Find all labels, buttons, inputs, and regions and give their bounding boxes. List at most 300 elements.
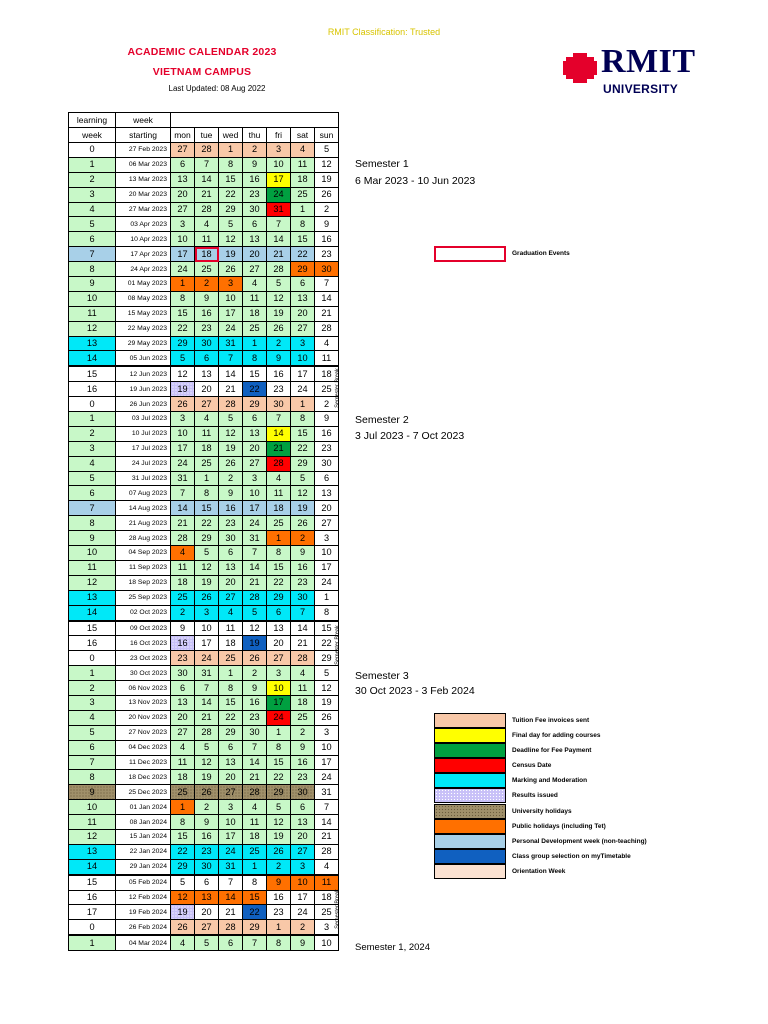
day-cell-wed: 14 <box>219 890 243 905</box>
day-cell-tue: 20 <box>195 905 219 920</box>
day-cell-fri: 3 <box>267 143 291 158</box>
day-cell-sun: 14 <box>315 815 339 830</box>
day-cell-sat: 24 <box>291 905 315 920</box>
day-cell-sun: 28 <box>315 844 339 859</box>
day-cell-sun: 20 <box>315 501 339 516</box>
learning-week-cell: 12 <box>69 829 116 844</box>
day-cell-sat: 3 <box>291 859 315 874</box>
day-cell-sun: 16 <box>315 426 339 441</box>
week-starting-cell: 02 Oct 2023 <box>116 605 171 620</box>
day-cell-sun: 11 <box>315 875 339 890</box>
day-cell-wed: 7 <box>219 875 243 890</box>
learning-week-cell: 9 <box>69 531 116 546</box>
learning-week-cell: 4 <box>69 710 116 725</box>
week-starting-cell: 30 Oct 2023 <box>116 666 171 681</box>
week-row <box>69 546 339 561</box>
semester-2-name: Semester 2 <box>355 414 409 426</box>
semester-break-label: Semester Break <box>334 625 341 665</box>
day-cell-thu: 8 <box>243 875 267 890</box>
week-starting-cell: 26 Jun 2023 <box>116 397 171 412</box>
day-cell-wed: 11 <box>219 621 243 636</box>
day-cell-fri: 3 <box>267 666 291 681</box>
learning-week-cell: 4 <box>69 456 116 471</box>
day-cell-fri: 11 <box>267 486 291 501</box>
day-cell-fri: 30 <box>267 397 291 412</box>
learning-week-cell: 17 <box>69 905 116 920</box>
day-cell-thu: 11 <box>243 291 267 306</box>
day-cell-fri: 8 <box>267 740 291 755</box>
day-cell-thu: 27 <box>243 456 267 471</box>
day-cell-tue: 11 <box>195 232 219 247</box>
legend-swatch <box>434 773 506 788</box>
day-cell-wed: 21 <box>219 905 243 920</box>
day-cell-sun: 25 <box>315 905 339 920</box>
day-cell-thu: 2 <box>243 143 267 158</box>
learning-week-cell: 11 <box>69 306 116 321</box>
learning-week-cell: 6 <box>69 232 116 247</box>
learning-week-cell: 1 <box>69 157 116 172</box>
day-cell-sat: 10 <box>291 875 315 890</box>
day-cell-mon: 27 <box>171 725 195 740</box>
day-cell-sat: 5 <box>291 471 315 486</box>
day-cell-fri: 1 <box>267 725 291 740</box>
day-cell-sat: 1 <box>291 397 315 412</box>
day-cell-sun: 13 <box>315 486 339 501</box>
graduation-swatch <box>434 246 506 262</box>
day-cell-mon: 11 <box>171 755 195 770</box>
calendar-title: ACADEMIC CALENDAR 2023 <box>127 46 277 58</box>
day-cell-thu: 11 <box>243 815 267 830</box>
day-cell-thu: 16 <box>243 172 267 187</box>
week-row <box>69 441 339 456</box>
day-cell-sun: 30 <box>315 262 339 277</box>
day-cell-wed: 28 <box>219 920 243 935</box>
day-cell-tue: 9 <box>195 291 219 306</box>
day-cell-mon: 20 <box>171 710 195 725</box>
day-cell-sun: 2 <box>315 397 339 412</box>
day-cell-wed: 24 <box>219 321 243 336</box>
day-cell-sat: 2 <box>291 531 315 546</box>
day-cell-sun: 9 <box>315 412 339 427</box>
week-row <box>69 382 339 397</box>
week-row <box>69 710 339 725</box>
week-starting-cell: 18 Dec 2023 <box>116 770 171 785</box>
day-cell-tue: 28 <box>195 143 219 158</box>
week-starting-cell: 19 Jun 2023 <box>116 382 171 397</box>
day-cell-sat: 4 <box>291 666 315 681</box>
day-cell-mon: 1 <box>171 800 195 815</box>
day-cell-sun: 19 <box>315 695 339 710</box>
day-cell-fri: 8 <box>267 935 291 950</box>
day-cell-sat: 15 <box>291 426 315 441</box>
day-cell-sat: 2 <box>291 725 315 740</box>
day-cell-tue: 30 <box>195 336 219 351</box>
day-cell-sun: 30 <box>315 456 339 471</box>
day-cell-wed: 29 <box>219 202 243 217</box>
day-cell-fri: 13 <box>267 621 291 636</box>
day-cell-tue: 22 <box>195 516 219 531</box>
day-cell-mon: 21 <box>171 516 195 531</box>
learning-week-cell: 10 <box>69 800 116 815</box>
day-cell-sat: 6 <box>291 277 315 292</box>
day-cell-mon: 17 <box>171 247 195 262</box>
campus-title: VIETNAM CAMPUS <box>152 66 252 78</box>
day-cell-thu: 14 <box>243 560 267 575</box>
day-cell-sun: 8 <box>315 605 339 620</box>
learning-week-cell: 13 <box>69 336 116 351</box>
day-cell-mon: 8 <box>171 815 195 830</box>
day-cell-thu: 1 <box>243 336 267 351</box>
day-cell-fri: 2 <box>267 336 291 351</box>
day-cell-mon: 25 <box>171 590 195 605</box>
day-cell-mon: 10 <box>171 232 195 247</box>
day-cell-thu: 14 <box>243 755 267 770</box>
day-cell-fri: 19 <box>267 306 291 321</box>
day-cell-wed: 15 <box>219 695 243 710</box>
day-cell-sun: 15 <box>315 621 339 636</box>
day-cell-tue: 14 <box>195 172 219 187</box>
learning-week-cell: 3 <box>69 695 116 710</box>
header-blank <box>171 113 339 128</box>
legend-label: Final day for adding courses <box>512 732 601 740</box>
day-cell-mon: 12 <box>171 366 195 381</box>
learning-week-cell: 9 <box>69 277 116 292</box>
day-cell-thu: 22 <box>243 382 267 397</box>
week-row <box>69 666 339 681</box>
week-row <box>69 262 339 277</box>
day-cell-sat: 30 <box>291 590 315 605</box>
day-cell-mon: 5 <box>171 351 195 366</box>
day-cell-wed: 19 <box>219 441 243 456</box>
day-cell-wed: 19 <box>219 247 243 262</box>
week-row <box>69 321 339 336</box>
day-cell-thu: 9 <box>243 681 267 696</box>
legend-label: Personal Development week (non-teaching) <box>512 837 647 845</box>
day-cell-wed: 14 <box>219 366 243 381</box>
day-cell-fri: 4 <box>267 471 291 486</box>
week-starting-cell: 08 Jan 2024 <box>116 815 171 830</box>
logo-subtitle: UNIVERSITY <box>603 82 679 96</box>
day-cell-sat: 9 <box>291 740 315 755</box>
day-cell-wed: 12 <box>219 232 243 247</box>
week-starting-cell: 06 Nov 2023 <box>116 681 171 696</box>
day-cell-wed: 1 <box>219 666 243 681</box>
week-starting-cell: 19 Feb 2024 <box>116 905 171 920</box>
day-cell-mon: 2 <box>171 605 195 620</box>
legend-label: University holidays <box>512 807 572 815</box>
learning-week-cell: 1 <box>69 666 116 681</box>
week-row <box>69 486 339 501</box>
day-cell-sat: 17 <box>291 366 315 381</box>
day-cell-fri: 1 <box>267 920 291 935</box>
day-cell-tue: 9 <box>195 815 219 830</box>
day-cell-sun: 5 <box>315 143 339 158</box>
day-cell-thu: 7 <box>243 546 267 561</box>
day-cell-wed: 10 <box>219 291 243 306</box>
day-cell-sun: 22 <box>315 636 339 651</box>
day-cell-sat: 9 <box>291 546 315 561</box>
legend-label: Census Date <box>512 762 552 770</box>
day-cell-thu: 20 <box>243 247 267 262</box>
legend-swatch <box>434 758 506 773</box>
learning-week-cell: 7 <box>69 755 116 770</box>
legend-label: Orientation Week <box>512 867 566 875</box>
day-cell-thu: 28 <box>243 590 267 605</box>
day-cell-sun: 10 <box>315 546 339 561</box>
day-cell-sun: 24 <box>315 575 339 590</box>
day-cell-thu: 15 <box>243 366 267 381</box>
day-cell-tue: 11 <box>195 426 219 441</box>
day-cell-tue: 27 <box>195 397 219 412</box>
learning-week-cell: 14 <box>69 351 116 366</box>
day-cell-tue: 2 <box>195 277 219 292</box>
day-cell-fri: 7 <box>267 412 291 427</box>
header-row-2 <box>69 128 339 143</box>
day-cell-tue: 16 <box>195 306 219 321</box>
day-cell-mon: 27 <box>171 143 195 158</box>
legend-label: Class group selection on myTimetable <box>512 852 631 860</box>
learning-week-cell: 8 <box>69 516 116 531</box>
day-cell-sat: 19 <box>291 501 315 516</box>
day-cell-wed: 25 <box>219 651 243 666</box>
day-cell-tue: 25 <box>195 262 219 277</box>
day-cell-sat: 27 <box>291 321 315 336</box>
week-starting-cell: 20 Nov 2023 <box>116 710 171 725</box>
day-cell-wed: 20 <box>219 575 243 590</box>
day-cell-sat: 8 <box>291 412 315 427</box>
day-cell-mon: 16 <box>171 636 195 651</box>
day-cell-sun: 24 <box>315 770 339 785</box>
day-cell-mon: 24 <box>171 262 195 277</box>
week-row <box>69 800 339 815</box>
learning-week-cell: 1 <box>69 935 116 950</box>
learning-week-cell: 5 <box>69 217 116 232</box>
day-cell-tue: 18 <box>195 441 219 456</box>
day-cell-tue: 23 <box>195 844 219 859</box>
day-cell-mon: 14 <box>171 501 195 516</box>
day-cell-wed: 26 <box>219 456 243 471</box>
learning-week-cell: 16 <box>69 382 116 397</box>
day-cell-thu: 4 <box>243 800 267 815</box>
learning-week-cell: 16 <box>69 890 116 905</box>
week-row <box>69 785 339 800</box>
day-cell-mon: 4 <box>171 546 195 561</box>
day-cell-tue: 28 <box>195 202 219 217</box>
logo-wordmark: RMIT <box>601 43 696 80</box>
day-cell-sun: 23 <box>315 247 339 262</box>
day-cell-sun: 17 <box>315 560 339 575</box>
semester-3-name: Semester 3 <box>355 670 409 682</box>
classification-label: RMIT Classification: Trusted <box>327 27 441 37</box>
day-cell-mon: 4 <box>171 740 195 755</box>
day-cell-thu: 16 <box>243 695 267 710</box>
week-starting-cell: 10 Jul 2023 <box>116 426 171 441</box>
week-starting-cell: 29 Jan 2024 <box>116 859 171 874</box>
day-cell-fri: 23 <box>267 905 291 920</box>
week-row <box>69 397 339 412</box>
semester-2024-name: Semester 1, 2024 <box>355 942 430 953</box>
day-cell-wed: 27 <box>219 785 243 800</box>
day-cell-mon: 13 <box>171 695 195 710</box>
day-cell-sun: 12 <box>315 681 339 696</box>
day-cell-sun: 23 <box>315 441 339 456</box>
day-cell-sun: 6 <box>315 471 339 486</box>
day-cell-wed: 29 <box>219 725 243 740</box>
day-cell-sun: 5 <box>315 666 339 681</box>
week-row <box>69 217 339 232</box>
day-cell-tue: 5 <box>195 740 219 755</box>
day-cell-fri: 21 <box>267 441 291 456</box>
day-cell-tue: 15 <box>195 501 219 516</box>
week-starting-cell: 20 Mar 2023 <box>116 187 171 202</box>
day-cell-tue: 29 <box>195 531 219 546</box>
week-starting-cell: 25 Sep 2023 <box>116 590 171 605</box>
week-row <box>69 829 339 844</box>
learning-week-cell: 11 <box>69 560 116 575</box>
week-row <box>69 516 339 531</box>
semester-1-name: Semester 1 <box>355 158 409 170</box>
day-cell-tue: 28 <box>195 725 219 740</box>
day-cell-mon: 22 <box>171 321 195 336</box>
day-cell-mon: 17 <box>171 441 195 456</box>
week-starting-cell: 13 Mar 2023 <box>116 172 171 187</box>
day-cell-fri: 7 <box>267 217 291 232</box>
calendar-table <box>68 112 339 951</box>
learning-week-cell: 15 <box>69 366 116 381</box>
week-starting-cell: 29 May 2023 <box>116 336 171 351</box>
week-starting-cell: 11 Dec 2023 <box>116 755 171 770</box>
day-cell-fri: 9 <box>267 875 291 890</box>
week-row <box>69 456 339 471</box>
week-row <box>69 621 339 636</box>
day-cell-sat: 1 <box>291 202 315 217</box>
day-cell-thu: 23 <box>243 710 267 725</box>
day-cell-mon: 31 <box>171 471 195 486</box>
day-cell-sat: 7 <box>291 605 315 620</box>
graduation-label: Graduation Events <box>512 250 570 257</box>
day-cell-sat: 14 <box>291 621 315 636</box>
week-row <box>69 531 339 546</box>
day-cell-thu: 18 <box>243 306 267 321</box>
semester-2-dates: 3 Jul 2023 - 7 Oct 2023 <box>355 430 465 442</box>
week-row <box>69 426 339 441</box>
learning-week-cell: 15 <box>69 621 116 636</box>
day-cell-sun: 17 <box>315 755 339 770</box>
day-cell-mon: 4 <box>171 935 195 950</box>
learning-week-cell: 11 <box>69 815 116 830</box>
week-starting-cell: 23 Oct 2023 <box>116 651 171 666</box>
day-cell-tue: 18 <box>195 247 219 262</box>
day-cell-thu: 31 <box>243 531 267 546</box>
week-row <box>69 651 339 666</box>
day-cell-mon: 18 <box>171 770 195 785</box>
day-cell-wed: 4 <box>219 605 243 620</box>
day-cell-tue: 6 <box>195 875 219 890</box>
day-cell-wed: 5 <box>219 412 243 427</box>
day-cell-sat: 18 <box>291 172 315 187</box>
day-cell-wed: 5 <box>219 217 243 232</box>
day-cell-mon: 7 <box>171 486 195 501</box>
day-cell-thu: 18 <box>243 829 267 844</box>
day-cell-fri: 15 <box>267 560 291 575</box>
week-starting-cell: 17 Apr 2023 <box>116 247 171 262</box>
week-starting-cell: 04 Dec 2023 <box>116 740 171 755</box>
day-cell-sat: 16 <box>291 755 315 770</box>
header-sun: sun <box>315 128 339 143</box>
day-cell-wed: 17 <box>219 829 243 844</box>
day-cell-wed: 23 <box>219 516 243 531</box>
week-starting-cell: 15 Jan 2024 <box>116 829 171 844</box>
week-starting-cell: 14 Aug 2023 <box>116 501 171 516</box>
week-starting-cell: 01 May 2023 <box>116 277 171 292</box>
day-cell-mon: 15 <box>171 829 195 844</box>
day-cell-sat: 29 <box>291 456 315 471</box>
day-cell-fri: 10 <box>267 681 291 696</box>
day-cell-wed: 2 <box>219 471 243 486</box>
day-cell-fri: 23 <box>267 382 291 397</box>
day-cell-wed: 1 <box>219 143 243 158</box>
day-cell-sat: 15 <box>291 232 315 247</box>
day-cell-sun: 1 <box>315 590 339 605</box>
learning-week-cell: 12 <box>69 321 116 336</box>
day-cell-mon: 28 <box>171 531 195 546</box>
day-cell-thu: 29 <box>243 920 267 935</box>
day-cell-wed: 12 <box>219 426 243 441</box>
week-starting-cell: 27 Nov 2023 <box>116 725 171 740</box>
day-cell-fri: 5 <box>267 277 291 292</box>
legend-swatch <box>434 834 506 849</box>
day-cell-tue: 14 <box>195 695 219 710</box>
day-cell-mon: 25 <box>171 785 195 800</box>
week-row <box>69 636 339 651</box>
week-row <box>69 770 339 785</box>
learning-week-cell: 7 <box>69 247 116 262</box>
learning-week-cell: 6 <box>69 740 116 755</box>
day-cell-fri: 18 <box>267 501 291 516</box>
day-cell-wed: 17 <box>219 306 243 321</box>
day-cell-sun: 3 <box>315 531 339 546</box>
day-cell-mon: 3 <box>171 217 195 232</box>
day-cell-tue: 21 <box>195 187 219 202</box>
learning-week-cell: 2 <box>69 172 116 187</box>
day-cell-sun: 26 <box>315 710 339 725</box>
week-starting-cell: 15 May 2023 <box>116 306 171 321</box>
day-cell-thu: 13 <box>243 426 267 441</box>
week-row <box>69 725 339 740</box>
day-cell-mon: 15 <box>171 306 195 321</box>
learning-week-cell: 5 <box>69 471 116 486</box>
day-cell-wed: 31 <box>219 859 243 874</box>
legend-swatch <box>434 849 506 864</box>
day-cell-tue: 20 <box>195 382 219 397</box>
day-cell-tue: 6 <box>195 351 219 366</box>
day-cell-wed: 18 <box>219 636 243 651</box>
day-cell-wed: 6 <box>219 740 243 755</box>
day-cell-fri: 29 <box>267 785 291 800</box>
learning-week-cell: 0 <box>69 397 116 412</box>
day-cell-sun: 10 <box>315 740 339 755</box>
day-cell-thu: 10 <box>243 486 267 501</box>
week-starting-cell: 31 Jul 2023 <box>116 471 171 486</box>
legend-swatch <box>434 864 506 879</box>
week-starting-cell: 08 May 2023 <box>116 291 171 306</box>
day-cell-fri: 28 <box>267 456 291 471</box>
day-cell-fri: 21 <box>267 247 291 262</box>
week-row <box>69 202 339 217</box>
week-row <box>69 471 339 486</box>
day-cell-wed: 28 <box>219 397 243 412</box>
day-cell-fri: 10 <box>267 157 291 172</box>
